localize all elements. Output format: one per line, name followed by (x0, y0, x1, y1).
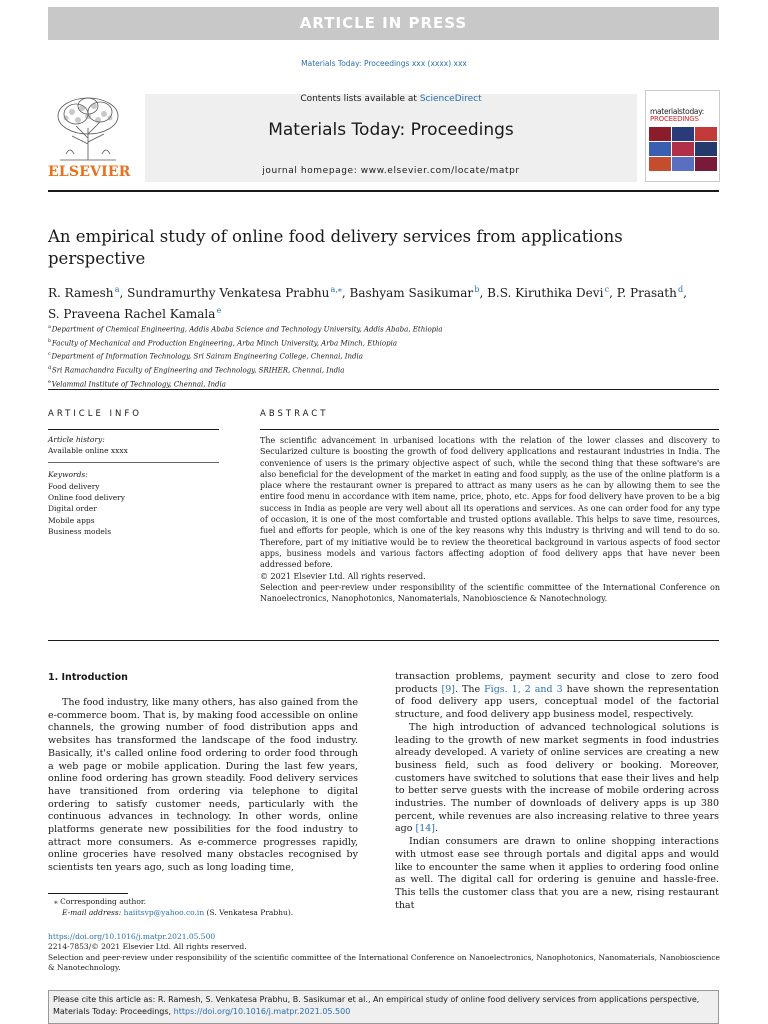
contents-prefix: Contents lists available at (300, 94, 420, 104)
abstract-body (260, 435, 720, 604)
keyword: Online food delivery (48, 493, 125, 503)
corresponding-author-note: ⁎ Corresponding author. (54, 897, 147, 906)
email-link[interactable]: haiitsvp@yahoo.co.in (123, 908, 205, 917)
citation-link[interactable]: [9] (441, 683, 456, 695)
abstract-text: The scientific advancement in urbanised locations with the relation of the lower classes and discovery to Secularized culture is boosting the growth of food delivery applications and restaurant industries in India. The convenience of users is the primary objective aspect of such, while the second thing that these software's are also beneficial for the development of the market in eating and food supply, as the use of the online platform is a place where the restaurant owner is prepared to attract as many users as he can by allowing them to see the entire food menu in accordance with item name, price, photo, etc. Apps for food delivery have proven to be a big success in India as people are very well about all its operations and services. As one can order food for any type of occasion, it is one of the most comfortable and trusted options available. This helps to save time, resources, fuel and efforts for people, which is one of the key reasons why this industry is thriving and will tend to do so. Therefore, part of my initiative would be to review the theoretical background in various aspects of food sector apps, business models and various factors affecting adoption of food delivery apps that have never been addressed before. (260, 436, 720, 570)
cover-image-icon (649, 127, 717, 171)
intro-left-column (48, 697, 358, 875)
abstract-rule (260, 429, 719, 430)
article-title (48, 226, 688, 270)
figure-link[interactable]: Figs. 1, 2 and 3 (484, 683, 563, 695)
sciencedirect-link[interactable]: ScienceDirect (419, 94, 482, 104)
author-name[interactable]: P. Prasath (616, 286, 677, 300)
author-name[interactable]: Sundramurthy Venkatesa Prabhu (127, 286, 330, 300)
title-line-2: perspective (48, 249, 146, 268)
article-info-heading: ARTICLE INFO (48, 409, 142, 419)
keyword: Digital order (48, 504, 97, 514)
cover-title: materialstoday: (650, 107, 705, 116)
footnote-rule (48, 893, 128, 894)
keyword: Business models (48, 526, 112, 536)
citation-link[interactable]: [14] (415, 823, 435, 835)
journal-reference[interactable]: Materials Today: Proceedings xxx (xxxx) xxx (301, 59, 467, 68)
issn-copyright (48, 942, 720, 974)
author-affil-marker[interactable]: d (678, 285, 684, 294)
affiliation: $^b$ Faculty of Mechanical and Production Engineering, Arba Minch University, Arba Minch, Ethiopia (48, 337, 398, 347)
abstract-peer-review: Selection and peer-review under responsibility of the scientific committee of the International Conference on Nanoelectronics, Nanophotonics, Nanomaterials, Nanobioscience & Nanotechnology. (260, 582, 720, 604)
citation-box (48, 990, 719, 1024)
history-value: Available online xxxx (48, 446, 128, 455)
keyword: Food delivery (48, 482, 100, 491)
cite-text: Please cite this article as: R. Ramesh, S. Venkatesa Prabhu, B. Sasikumar et al., An empirical study of online food delivery services from applications perspective, Materials Today: Proceedings, (53, 995, 700, 1016)
keywords-list (48, 481, 248, 537)
keyword: Mobile apps (48, 515, 95, 525)
journal-cover-thumbnail[interactable] (645, 90, 720, 182)
intro-paragraph: Indian consumers are drawn to online shopping interactions with utmost ease see through portals and digital apps and would like to encounter the same when it applies to ordering food online as well. The digital call for ordering is genuine and hassle-free. This tells the customer class that you are a new, rising restaurant that (395, 836, 719, 911)
author-name[interactable]: R. Ramesh (48, 286, 114, 300)
title-line-1: An empirical study of online food delivery services from applications (48, 227, 623, 246)
section-heading-introduction: 1. Introduction (48, 672, 128, 683)
email-note: E-mail address: haiitsvp@yahoo.co.in (S. Venkatesa Prabhu). (62, 908, 294, 917)
elsevier-tree-icon (52, 94, 124, 162)
article-in-press-banner: ARTICLE IN PRESS (48, 7, 719, 40)
affiliation: $^e$ Velammal Institute of Technology, Chennai, India (48, 378, 226, 388)
intro-right-column (395, 671, 719, 912)
affiliation: $^a$ Department of Chemical Engineering, Addis Ababa Science and Technology University, Addis Ababa, Ethiopia (48, 324, 443, 334)
abstract-heading: ABSTRACT (260, 409, 329, 419)
publisher-name: ELSEVIER (48, 164, 131, 180)
author-name[interactable]: B.S. Kiruthika Devi (487, 286, 604, 300)
author-list: R. Ramesh $^a$, Sundramurthy Venkatesa Prabhu $^{a,⁎}$, Bashyam Sasikumar $^b$, B.S. Kiruthika Devi $^c$, P. Prasath $^d$, S. Praveena Rachel Kamala $^e$ (48, 285, 687, 321)
doi-line (48, 932, 215, 941)
intro-paragraph: The food industry, like many others, has also gained from the e-commerce boom. That is, by making food accessible on online channels, the growing number of food distribution apps and websites has transformed the landscape of the food industry. Basically, it's called online food ordering to order food through a web page or mobile application. During the last few years, online food ordering has grown steadily. Food delivery services have transitioned from ordering via telephone to digital ordering to satisfy customer needs, particularly with the continuous advances in technology. In other words, online platforms generate new possibilities for the food industry to attract more consumers. As e-commerce progresses rapidly, online groceries have resolved many obstacles recognised by scientists ten years ago, such as long loading time, (48, 697, 358, 874)
header-rule (48, 190, 719, 192)
cover-subtitle: PROCEEDINGS (650, 115, 699, 123)
author-affil-marker[interactable]: c (604, 285, 610, 294)
history-label: Article history: (48, 435, 105, 444)
doi-link[interactable]: https://doi.org/10.1016/j.matpr.2021.05.500 (48, 932, 216, 941)
affiliation-rule (48, 389, 719, 390)
history-rule (48, 462, 219, 463)
author-name[interactable]: S. Praveena Rachel Kamala (48, 307, 216, 321)
author-affil-marker[interactable]: a (114, 285, 120, 294)
contents-available (145, 94, 637, 104)
author-name[interactable]: Bashyam Sasikumar (349, 286, 474, 300)
cite-doi-link[interactable]: https://doi.org/10.1016/j.matpr.2021.05.500 (173, 1007, 351, 1016)
abstract-copyright: © 2021 Elsevier Ltd. All rights reserved. (260, 571, 426, 581)
abstract-end-rule (48, 640, 719, 641)
journal-title: Materials Today: Proceedings (268, 120, 514, 140)
footer-peer-review: Selection and peer-review under responsibility of the scientific committee of the International Conference on Nanoelectronics, Nanophotonics, Nanomaterials, Nanobioscience & Nanotechnology. (48, 952, 720, 972)
affiliation: $^d$ Sri Ramachandra Faculty of Engineering and Technology, SRIHER, Chennai, India (48, 364, 345, 375)
info-rule (48, 429, 219, 430)
author-affil-marker[interactable]: a,⁎ (330, 285, 342, 294)
elsevier-logo[interactable] (48, 94, 131, 182)
issn-line: 2214-7853/© 2021 Elsevier Ltd. All rights reserved. (48, 942, 247, 951)
keywords-label: Keywords: (48, 470, 88, 479)
author-affil-marker[interactable]: e (216, 306, 222, 315)
affiliation: $^c$ Department of Information Technology, Sri Sairam Engineering College, Chennai, India (48, 351, 363, 361)
author-affil-marker[interactable]: b (474, 285, 480, 294)
affiliation-list (48, 322, 720, 390)
intro-paragraph: The high introduction of advanced technological solutions is leading to the growth of new market segments in food industries already developed. A variety of online services are creating a new business field, such as food delivery or booking. Moreover, customers have switched to solutions that ease their lives and help to better serve guests with the increase of mobile ordering across industries. The number of downloads of delivery apps is up 380 percent, while revenues are also increasing relative to three years ago [14]. (395, 721, 719, 835)
journal-homepage[interactable]: journal homepage: www.elsevier.com/locate/matpr (262, 166, 520, 176)
intro-paragraph: transaction problems, payment security and close to zero food products [9]. The Figs. 1, 2 and 3 have shown the representation of food delivery app users, conceptual model of the factorial structure, and food delivery app business model, respectively. (395, 671, 720, 721)
